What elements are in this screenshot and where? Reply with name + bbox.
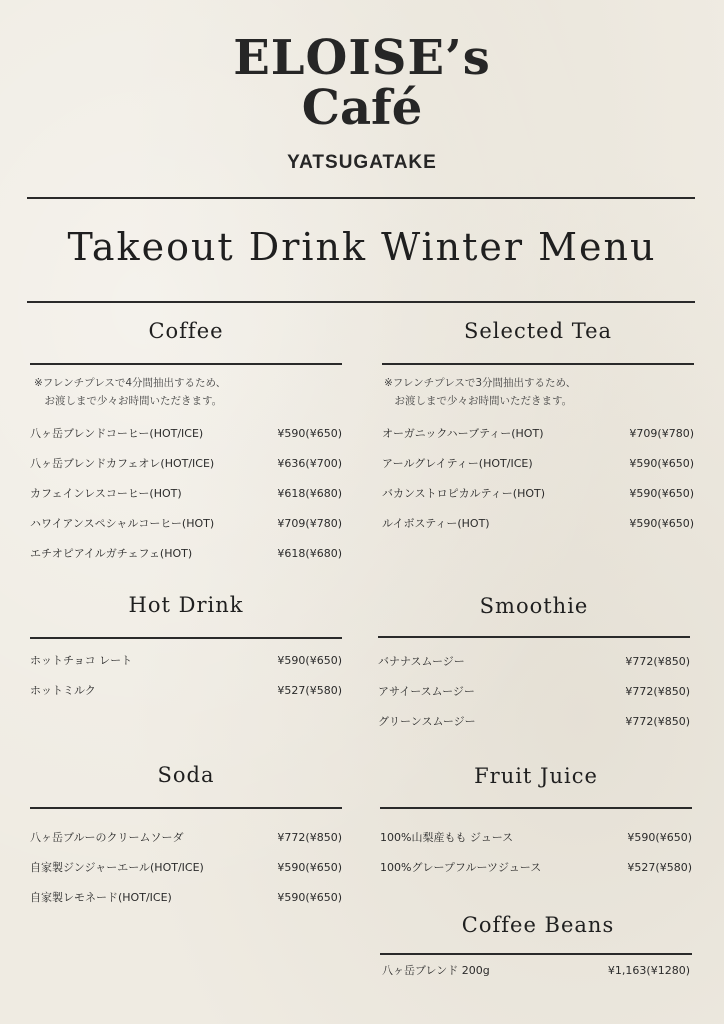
menu-item-price: ¥590(¥650) <box>277 890 342 904</box>
menu-item-name: アールグレイティー(HOT/ICE) <box>382 457 533 470</box>
menu-item-price: ¥1,163(¥1280) <box>607 963 690 977</box>
menu-list-beans <box>382 962 690 978</box>
menu-item-name: 八ヶ岳ブレンドコーヒー(HOT/ICE) <box>30 427 204 440</box>
menu-list-smoothie <box>378 653 690 729</box>
section-divider-hot-drink <box>30 637 342 639</box>
menu-item-name: 八ヶ岳ブルーのクリームソーダ <box>30 831 184 844</box>
menu-item <box>30 515 342 531</box>
page-title: Takeout Drink Winter Menu <box>67 225 657 269</box>
menu-item <box>30 889 342 905</box>
menu-item-price: ¥709(¥780) <box>277 516 342 530</box>
menu-item-price: ¥618(¥680) <box>277 546 342 560</box>
menu-list-hot-drink <box>30 652 342 698</box>
menu-item-price: ¥772(¥850) <box>625 714 690 728</box>
menu-item <box>30 425 342 441</box>
menu-item-name: ホットミルク <box>30 684 96 697</box>
menu-item-price: ¥618(¥680) <box>277 486 342 500</box>
menu-list-tea <box>382 425 694 531</box>
section-title-juice: Fruit Juice <box>474 764 598 788</box>
menu-item <box>382 455 694 471</box>
section-title-beans: Coffee Beans <box>461 913 615 937</box>
section-title-tea: Selected Tea <box>463 319 613 343</box>
menu-item <box>382 485 694 501</box>
menu-item <box>30 859 342 875</box>
menu-item-name: バカンストロピカルティー(HOT) <box>382 487 546 500</box>
menu-item-price: ¥636(¥700) <box>277 456 342 470</box>
menu-item-name: エチオピアイルガチェフェ(HOT) <box>30 547 193 560</box>
menu-item-price: ¥772(¥850) <box>625 654 690 668</box>
menu-item <box>380 829 692 845</box>
section-title-soda: Soda <box>157 763 215 787</box>
section-divider-tea <box>382 363 694 365</box>
menu-item-name: ホットチョコ レート <box>30 654 133 667</box>
brand-location: YATSUGATAKE <box>287 152 437 173</box>
menu-item <box>30 455 342 471</box>
section-divider-coffee <box>30 363 342 365</box>
section-title-coffee: Coffee <box>148 319 224 343</box>
menu-item-price: ¥527(¥580) <box>627 860 692 874</box>
menu-item-name: ハワイアンスペシャルコーヒー(HOT) <box>30 517 215 530</box>
menu-item <box>30 652 342 668</box>
menu-item-name: 八ヶ岳ブレンドカフェオレ(HOT/ICE) <box>30 457 215 470</box>
menu-item <box>30 682 342 698</box>
section-title-hot-drink: Hot Drink <box>128 593 244 617</box>
menu-item-price: ¥590(¥650) <box>277 860 342 874</box>
menu-list-soda <box>30 829 342 905</box>
section-note-tea: ※フレンチプレスで3分間抽出するため、 お渡しまで少々お時間いただきます。 <box>384 377 577 407</box>
menu-item-name: アサイースムージー <box>378 685 475 698</box>
brand-name: ELOISE’s <box>233 30 491 86</box>
menu-item-name: 八ヶ岳ブレンド 200g <box>382 964 490 977</box>
menu-item-price: ¥590(¥650) <box>629 486 694 500</box>
menu-item-price: ¥772(¥850) <box>625 684 690 698</box>
menu-item-name: 100%グレープフルーツジュース <box>380 861 542 874</box>
menu-item <box>382 515 694 531</box>
menu-item-price: ¥590(¥650) <box>277 653 342 667</box>
menu-item <box>378 713 690 729</box>
menu-item <box>30 485 342 501</box>
menu-item-name: ルイボスティー(HOT) <box>382 517 490 530</box>
section-divider-smoothie <box>378 636 690 638</box>
brand-cafe: Café <box>301 80 423 136</box>
menu-item-name: カフェインレスコーヒー(HOT) <box>30 487 182 500</box>
menu-item <box>382 425 694 441</box>
menu-item-name: バナナスムージー <box>378 655 465 668</box>
menu-item <box>382 962 690 978</box>
menu-item-name: オーガニックハーブティー(HOT) <box>382 427 544 440</box>
menu-item-price: ¥590(¥650) <box>629 516 694 530</box>
section-title-smoothie: Smoothie <box>479 594 589 618</box>
menu-item-price: ¥772(¥850) <box>277 830 342 844</box>
menu-item-name: 自家製ジンジャーエール(HOT/ICE) <box>30 861 204 874</box>
section-note-coffee: ※フレンチプレスで4分間抽出するため、 お渡しまで少々お時間いただきます。 <box>34 377 227 407</box>
menu-item-price: ¥590(¥650) <box>629 456 694 470</box>
header-divider-bottom <box>27 301 695 303</box>
menu-list-juice <box>380 829 692 875</box>
menu-item <box>378 653 690 669</box>
menu-list-coffee <box>30 425 342 561</box>
section-divider-soda <box>30 807 342 809</box>
section-divider-beans <box>380 953 692 955</box>
header-divider-top <box>27 197 695 199</box>
menu-item-price: ¥527(¥580) <box>277 683 342 697</box>
menu-item-price: ¥709(¥780) <box>629 426 694 440</box>
section-divider-juice <box>380 807 692 809</box>
menu-item <box>378 683 690 699</box>
menu-item-name: グリーンスムージー <box>378 715 476 728</box>
menu-item <box>30 829 342 845</box>
menu-item-name: 自家製レモネード(HOT/ICE) <box>30 891 172 904</box>
menu-item <box>380 859 692 875</box>
menu-item <box>30 545 342 561</box>
menu-item-name: 100%山梨産もも ジュース <box>380 831 514 844</box>
menu-item-price: ¥590(¥650) <box>627 830 692 844</box>
menu-item-price: ¥590(¥650) <box>277 426 342 440</box>
